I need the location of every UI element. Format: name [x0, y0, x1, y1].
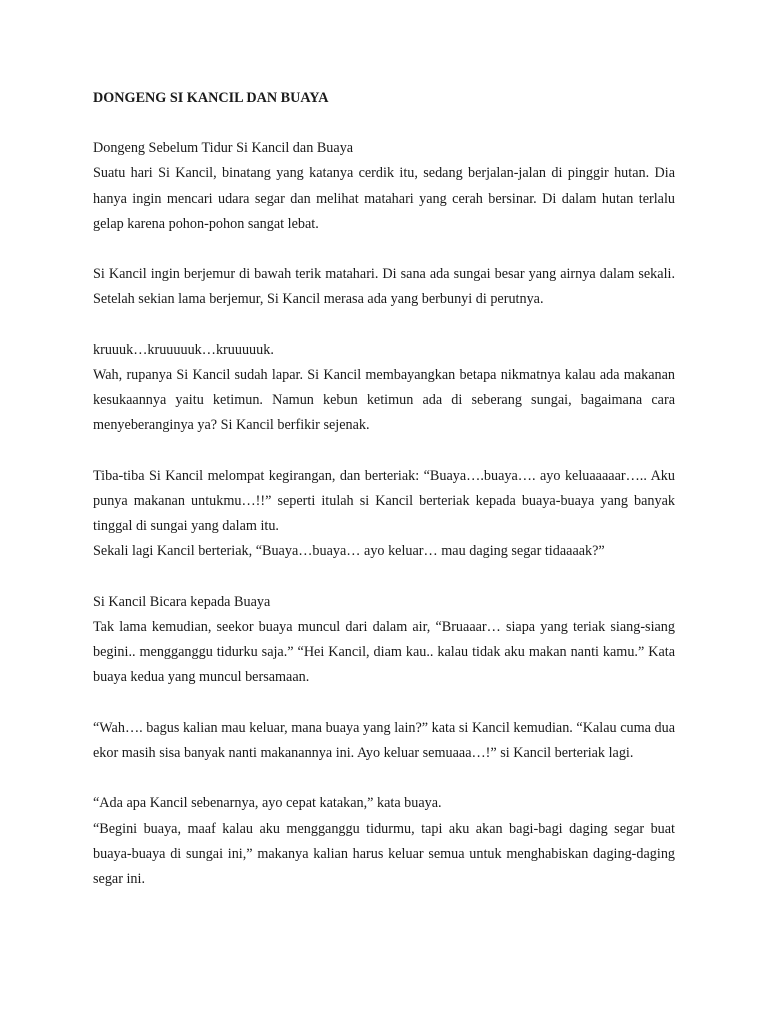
paragraph-wah: “Wah…. bagus kalian mau keluar, mana buaya yang lain?” kata si Kancil kemudian. “Kalau cuma dua ekor masih sisa banyak nanti makanannya ini. Ayo keluar semuaaa…!” si Kancil berteriak lagi.	[93, 719, 675, 761]
paragraph-gap	[93, 565, 675, 590]
paragraph-gap	[93, 313, 675, 338]
paragraph-sekali-lagi: Sekali lagi Kancil berteriak, “Buaya…buaya… ayo keluar… mau daging segar tidaaaak?”	[93, 543, 605, 560]
document-title: DONGENG SI KANCIL DAN BUAYA	[93, 90, 329, 106]
paragraph-begini: “Begini buaya, maaf kalau aku mengganggu tidurmu, tapi aku akan bagi-bagi daging segar buat buaya-buaya di sungai ini,” makanya kalian harus keluar semua untuk menghabiskan daging-daging segar ini.	[93, 820, 675, 887]
paragraph-ada-apa: “Ada apa Kancil sebenarnya, ayo cepat katakan,” kata buaya.	[93, 795, 442, 812]
paragraph-berjemur: Si Kancil ingin berjemur di bawah terik matahari. Di sana ada sungai besar yang airnya dalam sekali. Setelah sekian lama berjemur, Si Kancil merasa ada yang berbunyi di perutnya.	[93, 266, 675, 308]
paragraph-intro: Suatu hari Si Kancil, binatang yang katanya cerdik itu, sedang berjalan-jalan di pinggir hutan. Dia hanya ingin mencari udara segar dan melihat matahari yang cerah bersinar. Di dalam hutan terlalu gelap karena pohon-pohon sangat lebat.	[93, 165, 675, 232]
paragraph-sound: kruuuk…kruuuuuk…kruuuuuk.	[93, 341, 274, 358]
paragraph-gap	[93, 691, 675, 716]
paragraph-gap	[93, 766, 675, 791]
paragraph-berteriak: Tiba-tiba Si Kancil melompat kegirangan, dan berteriak: “Buaya….buaya…. ayo keluaaaaar….. Aku punya makanan untukmu…!!” seperti itulah si Kancil berteriak kepada buaya-buaya yang banyak tinggal di sungai yang dalam itu.	[93, 467, 675, 535]
paragraph-gap	[93, 237, 675, 262]
section-heading: Si Kancil Bicara kepada Buaya	[93, 593, 271, 610]
paragraph-lapar: Wah, rupanya Si Kancil sudah lapar. Si Kancil membayangkan betapa nikmatnya kalau ada makanan kesukaannya yaitu ketimun. Namun kebun ketimun ada di seberang sungai, bagaimana cara menyeberanginya ya? Si Kancil berfikir sejenak.	[93, 367, 675, 434]
story-subtitle: Dongeng Sebelum Tidur Si Kancil dan Buaya	[93, 140, 354, 157]
document-page	[93, 86, 675, 892]
paragraph-gap	[93, 439, 675, 464]
paragraph-buaya-muncul: Tak lama kemudian, seekor buaya muncul dari dalam air, “Bruaaar… siapa yang teriak siang-siang begini.. mengganggu tidurku saja.” “Hei Kancil, diam kau.. kalau tidak aku makan nanti kamu.” Kata buaya kedua yang muncul bersamaan.	[93, 619, 675, 686]
